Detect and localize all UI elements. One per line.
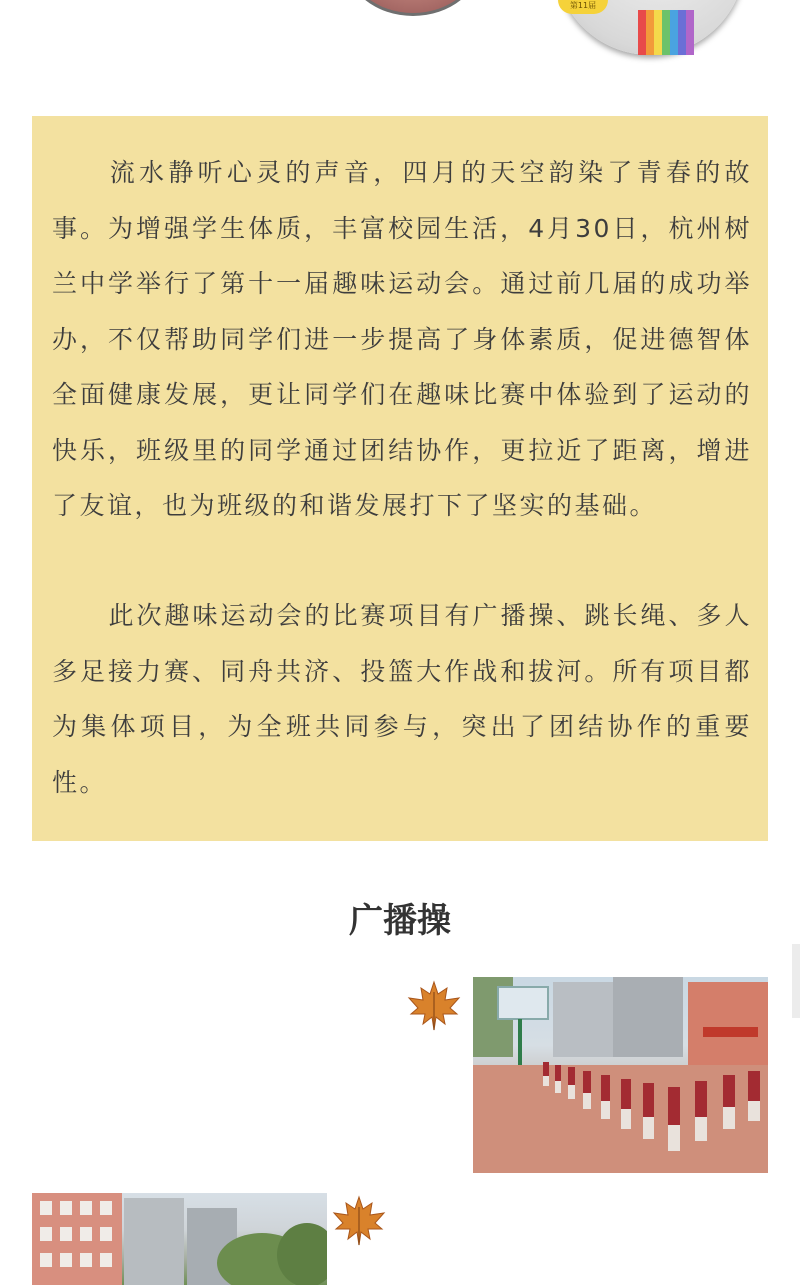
circular-photo-left (345, 0, 481, 16)
intro-paragraph-1-text: 流水静听心灵的声音，四月的天空韵染了青春的故事。为增强学生体质，丰富校园生活，4月30日，杭州树兰中学举行了第十一届趣味运动会。通过前几届的成功举办，不仅帮助同学们进一步提高了身体素质，促进德智体全面健康发展，更让同学们在趣味比赛中体验到了运动的快乐，班级里的同学通过团结协作，更拉近了距离，增进了友谊，也为班级的和谐发展打下了坚实的基础。 (52, 158, 752, 520)
intro-paragraph-2-text: 此次趣味运动会的比赛项目有广播操、跳长绳、多人多足接力赛、同舟共济、投篮大作战和拔河。所有项目都为集体项目，为全班共同参与，突出了团结协作的重要性。 (52, 601, 752, 797)
section-title: 广播操 (349, 901, 451, 941)
campus-building-photo (32, 1193, 327, 1285)
rainbow-decoration (638, 10, 698, 55)
intro-paragraph-2 (52, 588, 752, 810)
maple-leaf-icon (405, 980, 463, 1032)
event-badge: 第11届 (558, 0, 608, 14)
top-photo-strip (0, 0, 800, 80)
edge-fragment (792, 944, 800, 1018)
campus-building-image (32, 1193, 327, 1285)
intro-text-panel (32, 116, 768, 841)
maple-leaf-icon (330, 1195, 388, 1247)
broadcast-exercise-image (473, 977, 768, 1173)
broadcast-exercise-photo (473, 977, 768, 1173)
intro-paragraph-1 (52, 145, 752, 534)
